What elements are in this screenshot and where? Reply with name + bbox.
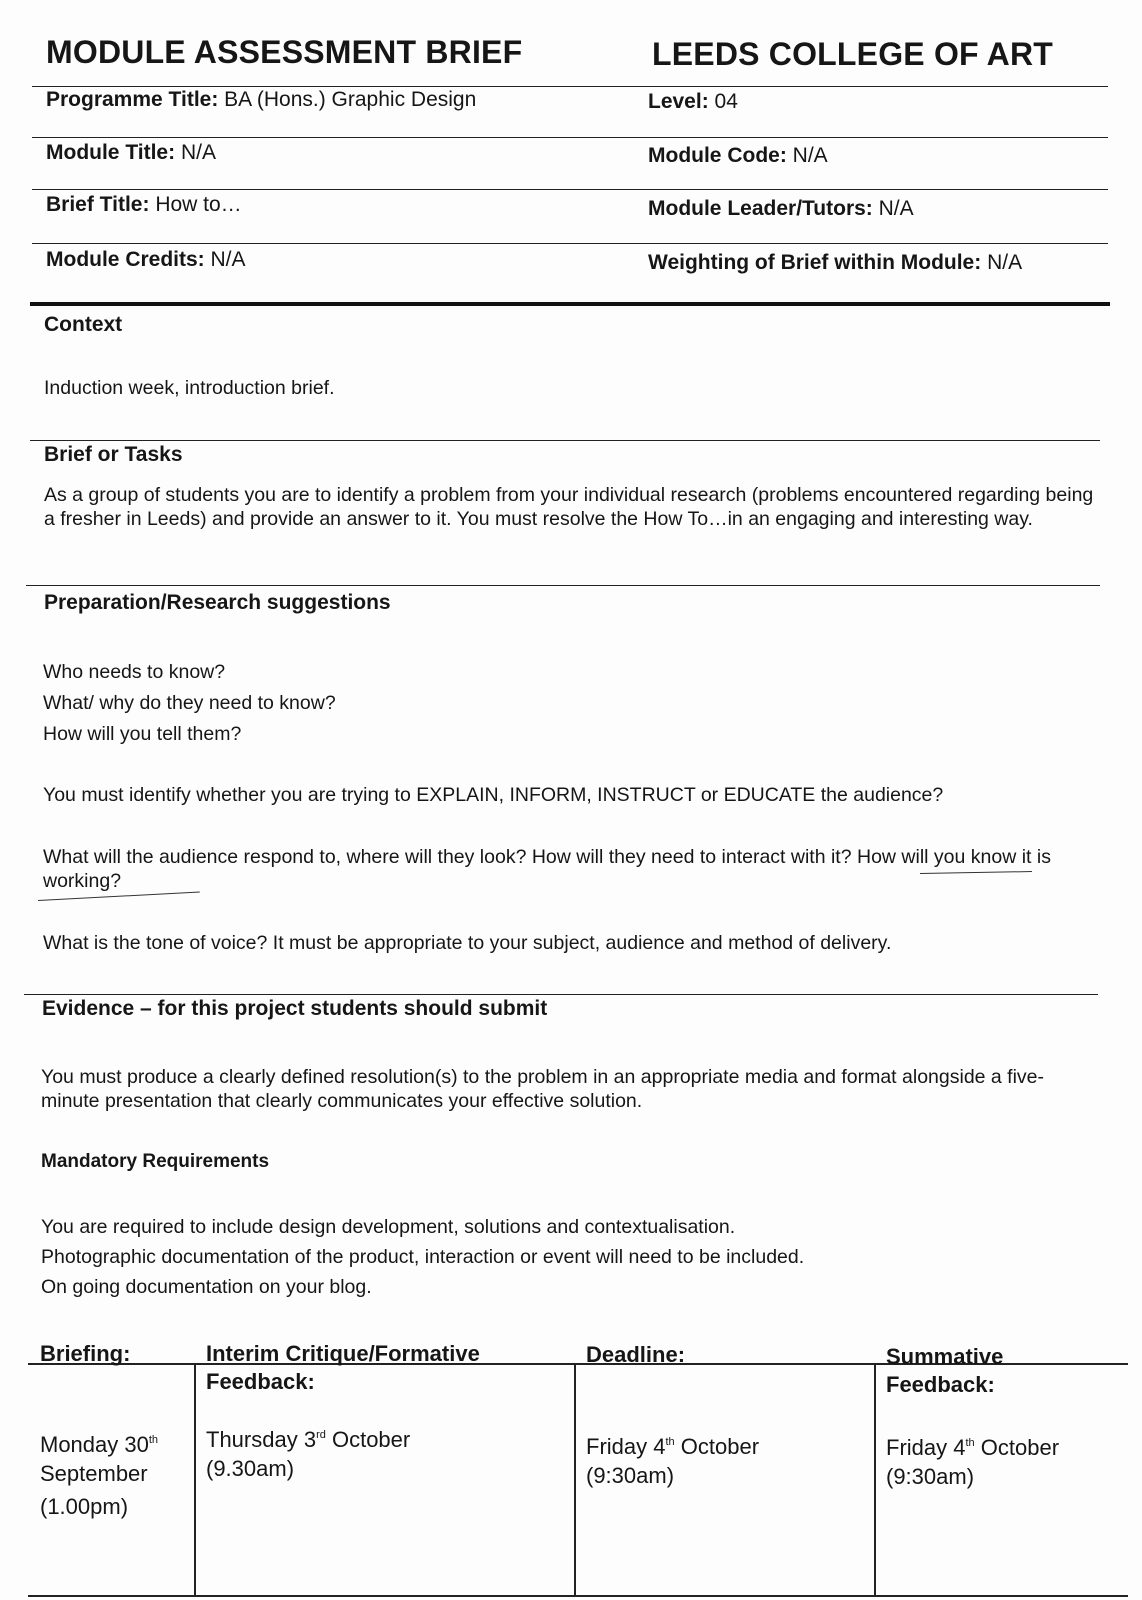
module-code-value: N/A (792, 144, 828, 167)
identify-text: You must identify whether you are trying to EXPLAIN, INFORM, INSTRUCT or EDUCATE the audience? (43, 784, 944, 806)
module-title-field (46, 141, 216, 165)
briefing-column (28, 1341, 194, 1595)
summative-date (886, 1433, 1059, 1491)
divider (32, 189, 1108, 190)
deadline-header: Deadline: (586, 1342, 686, 1367)
requirements-list (41, 1212, 1101, 1302)
briefing-time: (1.00pm) (40, 1494, 129, 1519)
interim-header (206, 1340, 480, 1396)
deadline-time: (9:30am) (586, 1463, 675, 1488)
deadline-day-suffix: th (665, 1436, 675, 1448)
divider (32, 86, 1108, 87)
deadline-month: October (680, 1434, 760, 1459)
module-leader-label: Module Leader/Tutors: (648, 197, 873, 220)
module-title-label: Module Title: (46, 141, 176, 164)
audience-text: What will the audience respond to, where will they look? How will they need to interact with it? How will you know it is working? (43, 846, 1051, 892)
divider (32, 137, 1108, 138)
brief-title-value: How to… (155, 193, 242, 216)
interim-time: (9.30am) (206, 1456, 295, 1481)
briefing-day-suffix: th (148, 1434, 159, 1446)
module-credits-value: N/A (210, 248, 246, 271)
briefing-day: Monday 30 (40, 1432, 149, 1457)
briefing-date (40, 1430, 158, 1521)
briefing-header: Briefing: (40, 1341, 131, 1366)
module-code-field (648, 144, 828, 168)
interim-column (194, 1341, 574, 1595)
interim-date (206, 1425, 410, 1483)
deadline-column (574, 1342, 874, 1595)
question-what-why: What/ why do they need to know? (43, 692, 336, 714)
requirement-item: On going documentation on your blog. (41, 1276, 372, 1298)
brief-text: As a group of students you are to identify a problem from your individual research (problems encountered regarding being a fresher in Leeds) and provide an answer to it. You must resolve the How To…in an engaging and interesting way. (44, 484, 1094, 530)
brief-title-label: Brief Title: (46, 193, 150, 216)
interim-month: October (331, 1427, 411, 1452)
mandatory-heading: Mandatory Requirements (41, 1151, 270, 1172)
briefing-month: September (40, 1461, 148, 1486)
context-heading: Context (44, 313, 123, 336)
preparation-heading: Preparation/Research suggestions (44, 591, 391, 614)
summative-day: Friday 4 (886, 1435, 966, 1460)
divider (24, 994, 1098, 995)
college-name-title: LEEDS COLLEGE OF ART (652, 36, 1054, 72)
programme-title-value: BA (Hons.) Graphic Design (224, 88, 477, 111)
level-field (648, 90, 738, 114)
summative-header (886, 1343, 1003, 1399)
schedule-table (28, 1341, 1128, 1597)
requirement-item: You are required to include design development, solutions and contextualisation. (41, 1216, 736, 1238)
section-divider (30, 302, 1110, 306)
divider (26, 585, 1100, 586)
interim-header-line2: Feedback: (206, 1369, 315, 1394)
module-leader-field (648, 197, 914, 221)
module-assessment-brief-title: MODULE ASSESSMENT BRIEF (46, 34, 523, 70)
summative-day-suffix: th (965, 1437, 975, 1449)
module-leader-value: N/A (878, 197, 914, 220)
summative-month: October (980, 1435, 1060, 1460)
level-value: 04 (714, 90, 738, 113)
module-credits-label: Module Credits: (46, 248, 205, 271)
interim-header-line1: Interim Critique/Formative (206, 1341, 480, 1366)
module-credits-field (46, 248, 246, 272)
module-code-label: Module Code: (648, 144, 787, 167)
evidence-text: You must produce a clearly defined resolution(s) to the problem in an appropriate media and format alongside a five-minute presentation that clearly communicates your effective solution. (41, 1066, 1045, 1112)
divider (32, 243, 1108, 244)
summative-column (874, 1344, 1128, 1595)
evidence-heading: Evidence – for this project students should submit (42, 997, 548, 1020)
interim-day-suffix: rd (316, 1429, 326, 1441)
weighting-value: N/A (987, 251, 1023, 274)
question-how: How will you tell them? (43, 723, 242, 745)
weighting-field (648, 251, 1022, 275)
deadline-day: Friday 4 (586, 1434, 666, 1459)
programme-title-field (46, 88, 476, 112)
weighting-label: Weighting of Brief within Module: (648, 251, 982, 274)
requirement-item: Photographic documentation of the product, interaction or event will need to be included. (41, 1246, 805, 1268)
question-who: Who needs to know? (43, 661, 226, 683)
module-title-value: N/A (180, 141, 216, 164)
deadline-date (586, 1432, 759, 1490)
programme-title-label: Programme Title: (46, 88, 219, 111)
brief-title-field (46, 193, 242, 217)
summative-header-line1: Summative (886, 1344, 1004, 1369)
preparation-questions (43, 657, 1103, 750)
summative-header-line2: Feedback: (886, 1372, 995, 1397)
interim-day: Thursday 3 (206, 1427, 317, 1452)
summative-time: (9:30am) (886, 1464, 975, 1489)
tone-text: What is the tone of voice? It must be appropriate to your subject, audience and method of delivery. (43, 932, 892, 954)
brief-heading: Brief or Tasks (44, 443, 183, 466)
level-label: Level: (648, 90, 709, 113)
divider (30, 440, 1100, 441)
context-text: Induction week, introduction brief. (44, 377, 335, 399)
